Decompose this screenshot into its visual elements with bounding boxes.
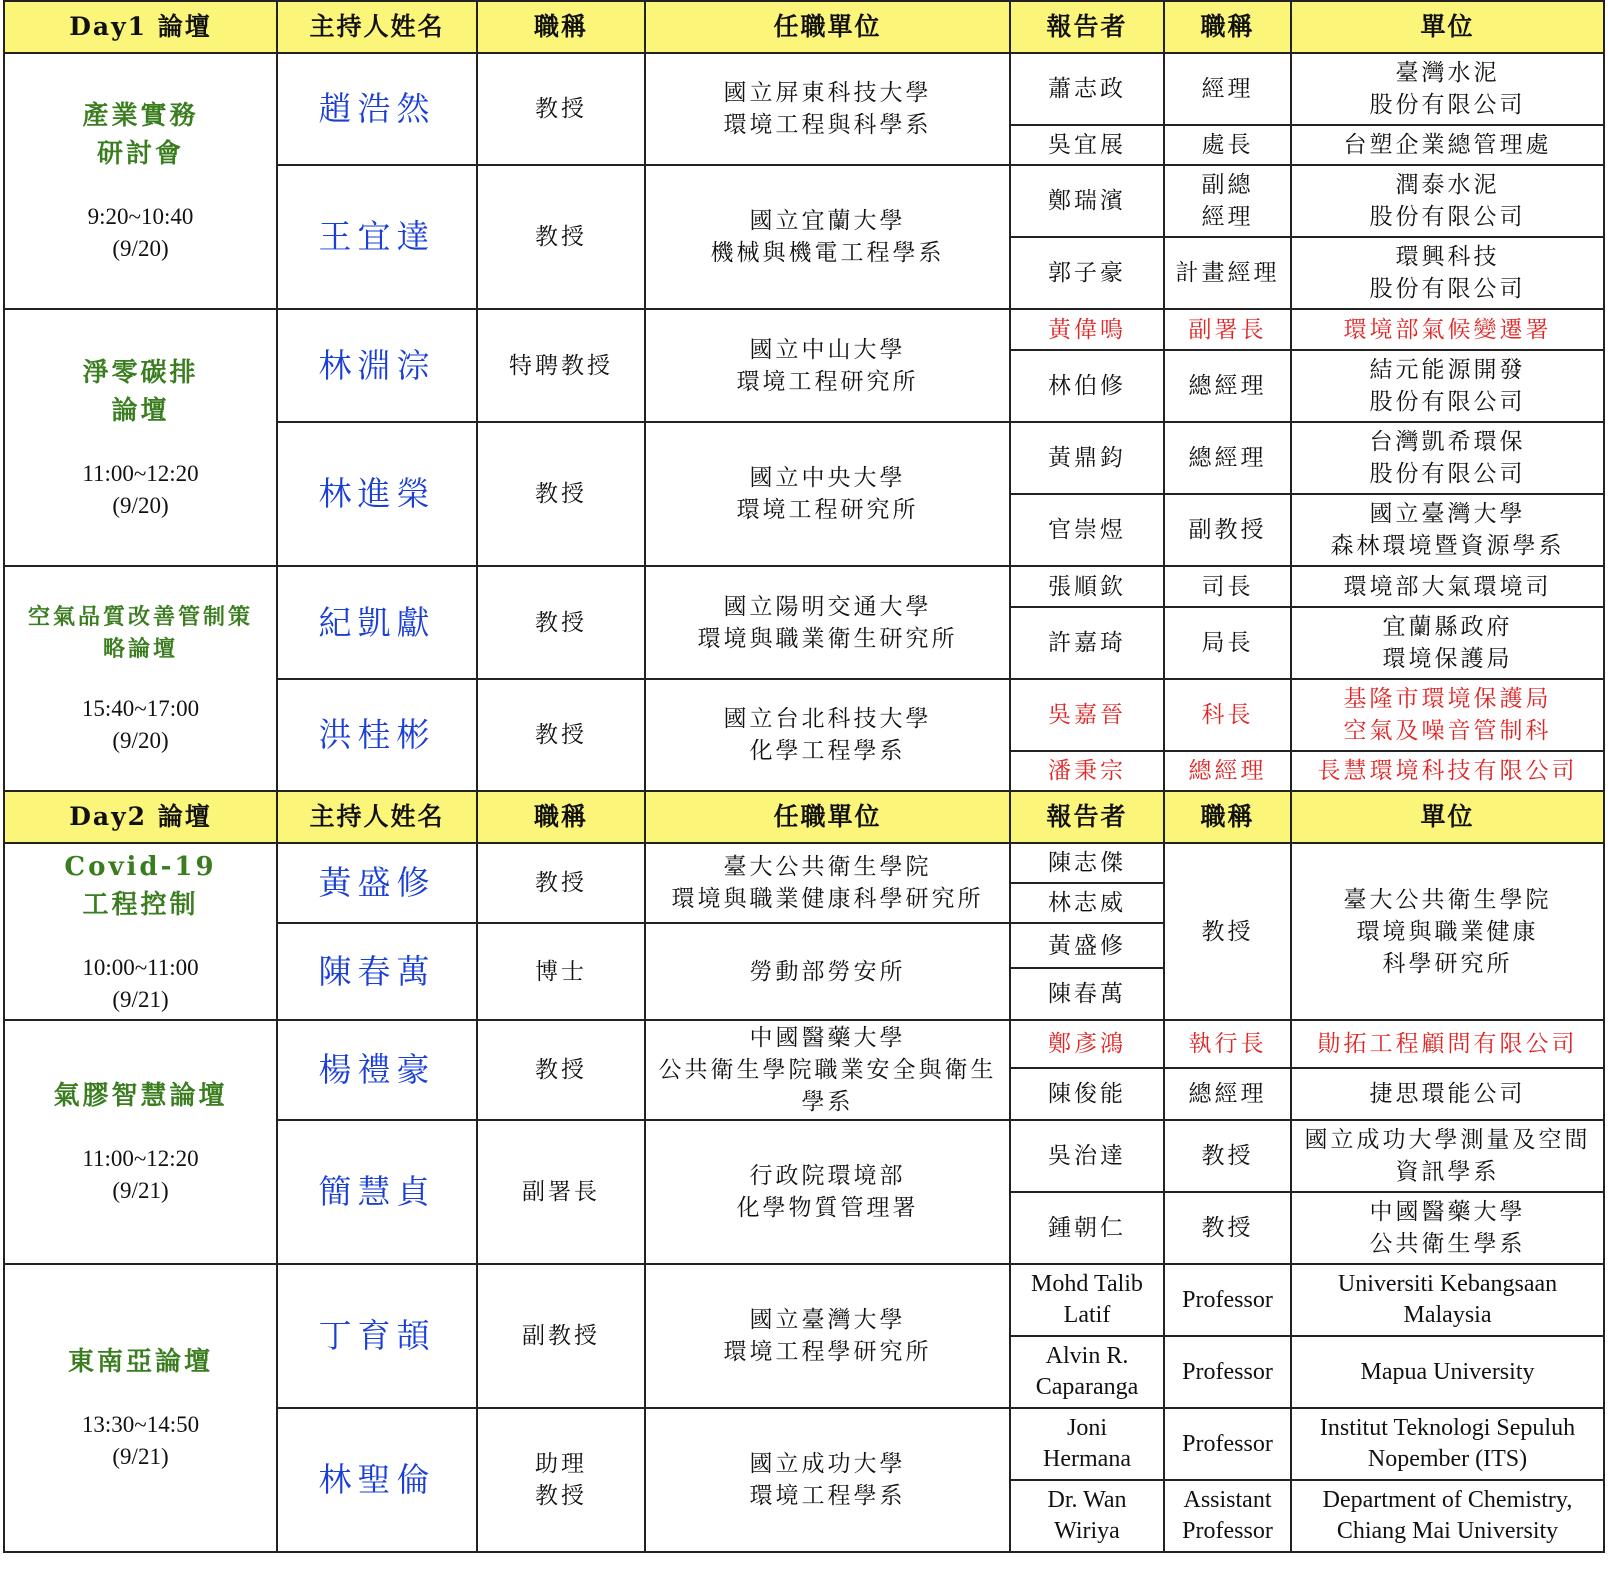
host-title: 教授 (477, 566, 645, 679)
speaker-title: Professor (1164, 1408, 1291, 1480)
speaker-name: 郭子豪 (1010, 237, 1164, 309)
host-name: 王宜達 (277, 165, 477, 309)
header-speaker-title: 職稱 (1164, 1, 1291, 53)
host-name: 趙浩然 (277, 53, 477, 165)
host-org: 國立臺灣大學 環境工程學研究所 (645, 1264, 1010, 1408)
day1-header-row (4, 1, 1604, 53)
speaker-org: Institut Teknologi Sepuluh Nopember (ITS) (1291, 1408, 1604, 1480)
speaker-name: 吳宜展 (1010, 125, 1164, 165)
header-speaker: 報告者 (1010, 791, 1164, 843)
table-row (4, 566, 1604, 607)
forum-cell (4, 309, 277, 566)
host-title: 助理 教授 (477, 1408, 645, 1552)
header-host-org: 任職單位 (645, 1, 1010, 53)
speaker-org: 結元能源開發 股份有限公司 (1291, 350, 1604, 422)
speaker-org: Department of Chemistry, Chiang Mai University (1291, 1480, 1604, 1552)
host-name: 黃盛修 (277, 843, 477, 923)
speaker-org: 捷思環能公司 (1291, 1068, 1604, 1120)
speaker-org: 宜蘭縣政府 環境保護局 (1291, 607, 1604, 679)
speaker-title: 局長 (1164, 607, 1291, 679)
speaker-name: Dr. Wan Wiriya (1010, 1480, 1164, 1552)
speaker-org: 環境部氣候變遷署 (1291, 309, 1604, 350)
speaker-title: Professor (1164, 1264, 1291, 1336)
header-host-name: 主持人姓名 (277, 1, 477, 53)
host-title: 特聘教授 (477, 309, 645, 422)
host-org: 國立成功大學 環境工程學系 (645, 1408, 1010, 1552)
speaker-title: 科長 (1164, 679, 1291, 751)
table-row (4, 309, 1604, 350)
table-row (4, 1020, 1604, 1068)
speaker-title: 副教授 (1164, 494, 1291, 566)
speaker-org: 臺大公共衛生學院 環境與職業健康 科學研究所 (1291, 843, 1604, 1020)
header-host-name: 主持人姓名 (277, 791, 477, 843)
host-name: 丁育頡 (277, 1264, 477, 1408)
host-org: 臺大公共衛生學院 環境與職業健康科學研究所 (645, 843, 1010, 923)
speaker-name: 黃盛修 (1010, 923, 1164, 968)
host-org: 國立宜蘭大學 機械與機電工程學系 (645, 165, 1010, 309)
forum-cell (4, 53, 277, 309)
host-title: 教授 (477, 679, 645, 791)
forum-time: 15:40~17:00 (9/20) (81, 695, 200, 753)
speaker-name: Mohd Talib Latif (1010, 1264, 1164, 1336)
host-title: 副教授 (477, 1264, 645, 1408)
speaker-title: 總經理 (1164, 751, 1291, 791)
speaker-org: Mapua University (1291, 1336, 1604, 1408)
table-row (4, 53, 1604, 125)
speaker-title: 總經理 (1164, 422, 1291, 494)
header-host-title: 職稱 (477, 1, 645, 53)
speaker-title: Professor (1164, 1336, 1291, 1408)
header-host-title: 職稱 (477, 791, 645, 843)
speaker-name: Joni Hermana (1010, 1408, 1164, 1480)
speaker-name: 鄭瑞濱 (1010, 165, 1164, 237)
host-name: 楊禮豪 (277, 1020, 477, 1120)
speaker-title: 執行長 (1164, 1020, 1291, 1068)
speaker-name: 鍾朝仁 (1010, 1192, 1164, 1264)
speaker-name: Alvin R. Caparanga (1010, 1336, 1164, 1408)
host-title: 教授 (477, 165, 645, 309)
forum-time: 11:00~12:20 (9/20) (82, 460, 199, 518)
forum-name: 氣膠智慧論壇 (53, 1081, 228, 1111)
speaker-title: 處長 (1164, 125, 1291, 165)
speaker-org: 基隆市環境保護局 空氣及噪音管制科 (1291, 679, 1604, 751)
speaker-title: 教授 (1164, 1120, 1291, 1192)
speaker-title: 副總 經理 (1164, 165, 1291, 237)
forum-cell (4, 1020, 277, 1264)
host-title: 教授 (477, 422, 645, 566)
speaker-org: 中國醫藥大學 公共衛生學系 (1291, 1192, 1604, 1264)
forum-name: 東南亞論壇 (67, 1347, 213, 1377)
host-name: 林進榮 (277, 422, 477, 566)
speaker-title: 副署長 (1164, 309, 1291, 350)
forum-time: 13:30~14:50 (9/21) (81, 1412, 200, 1469)
speaker-title: 總經理 (1164, 1068, 1291, 1120)
speaker-title: 司長 (1164, 566, 1291, 607)
speaker-name: 林伯修 (1010, 350, 1164, 422)
host-title: 教授 (477, 1020, 645, 1120)
forum-name: Covid-19 工程控制 (64, 851, 217, 920)
speaker-org: 國立臺灣大學 森林環境暨資源學系 (1291, 494, 1604, 566)
host-org: 國立中央大學 環境工程研究所 (645, 422, 1010, 566)
speaker-title: 總經理 (1164, 350, 1291, 422)
speaker-name: 吳治達 (1010, 1120, 1164, 1192)
speaker-name: 黃偉鳴 (1010, 309, 1164, 350)
header-speaker-title: 職稱 (1164, 791, 1291, 843)
speaker-name: 黃鼎鈞 (1010, 422, 1164, 494)
speaker-title: Assistant Professor (1164, 1480, 1291, 1552)
speaker-title: 教授 (1164, 1192, 1291, 1264)
speaker-name: 潘秉宗 (1010, 751, 1164, 791)
forum-time: 10:00~11:00 (9/21) (82, 954, 199, 1012)
speaker-org: Universiti Kebangsaan Malaysia (1291, 1264, 1604, 1336)
day2-label: Day2 論壇 (4, 791, 277, 843)
forum-cell (4, 1264, 277, 1552)
speaker-name: 蕭志政 (1010, 53, 1164, 125)
speaker-org: 環興科技 股份有限公司 (1291, 237, 1604, 309)
speaker-name: 官崇煜 (1010, 494, 1164, 566)
host-title: 副署長 (477, 1120, 645, 1264)
host-name: 林淵淙 (277, 309, 477, 422)
host-org: 行政院環境部 化學物質管理署 (645, 1120, 1010, 1264)
day2-header-row (4, 791, 1604, 843)
speaker-org: 環境部大氣環境司 (1291, 566, 1604, 607)
host-title: 教授 (477, 843, 645, 923)
host-name: 紀凱獻 (277, 566, 477, 679)
host-org: 國立屏東科技大學 環境工程與科學系 (645, 53, 1010, 165)
speaker-name: 鄭彥鴻 (1010, 1020, 1164, 1068)
forum-time: 9:20~10:40 (9/20) (87, 204, 194, 261)
header-speaker: 報告者 (1010, 1, 1164, 53)
speaker-name: 吳嘉晉 (1010, 679, 1164, 751)
host-title: 博士 (477, 923, 645, 1020)
header-host-org: 任職單位 (645, 791, 1010, 843)
host-org: 國立中山大學 環境工程研究所 (645, 309, 1010, 422)
speaker-title: 經理 (1164, 53, 1291, 125)
speaker-org: 台灣凱希環保 股份有限公司 (1291, 422, 1604, 494)
speaker-org: 長慧環境科技有限公司 (1291, 751, 1604, 791)
host-org: 中國醫藥大學 公共衛生學院職業安全與衛生 學系 (645, 1020, 1010, 1120)
speaker-name: 林志威 (1010, 883, 1164, 923)
table-row (4, 1264, 1604, 1336)
host-name: 林聖倫 (277, 1408, 477, 1552)
day1-label: Day1 論壇 (4, 1, 277, 53)
header-speaker-org: 單位 (1291, 791, 1604, 843)
forum-name: 淨零碳排 論壇 (82, 357, 199, 426)
speaker-name: 陳俊能 (1010, 1068, 1164, 1120)
host-name: 簡慧貞 (277, 1120, 477, 1264)
speaker-org: 臺灣水泥 股份有限公司 (1291, 53, 1604, 125)
speaker-name: 陳志傑 (1010, 843, 1164, 883)
host-org: 勞動部勞安所 (645, 923, 1010, 1020)
forum-cell (4, 566, 277, 791)
speaker-name: 張順欽 (1010, 566, 1164, 607)
speaker-org: 國立成功大學測量及空間 資訊學系 (1291, 1120, 1604, 1192)
speaker-org: 潤泰水泥 股份有限公司 (1291, 165, 1604, 237)
host-name: 洪桂彬 (277, 679, 477, 791)
forum-time: 11:00~12:20 (9/21) (82, 1146, 199, 1203)
speaker-name: 許嘉琦 (1010, 607, 1164, 679)
host-org: 國立陽明交通大學 環境與職業衛生研究所 (645, 566, 1010, 679)
table-row (4, 843, 1604, 883)
speaker-name: 陳春萬 (1010, 968, 1164, 1020)
host-org: 國立台北科技大學 化學工程學系 (645, 679, 1010, 791)
forum-name: 產業實務 研討會 (82, 101, 199, 169)
speaker-title: 計畫經理 (1164, 237, 1291, 309)
forum-schedule-table (3, 0, 1605, 1553)
speaker-org: 勛拓工程顧問有限公司 (1291, 1020, 1604, 1068)
forum-cell (4, 843, 277, 1020)
speaker-org: 台塑企業總管理處 (1291, 125, 1604, 165)
forum-name: 空氣品質改善管制策 略論壇 (27, 603, 253, 662)
speaker-title: 教授 (1164, 843, 1291, 1020)
header-speaker-org: 單位 (1291, 1, 1604, 53)
host-title: 教授 (477, 53, 645, 165)
host-name: 陳春萬 (277, 923, 477, 1020)
